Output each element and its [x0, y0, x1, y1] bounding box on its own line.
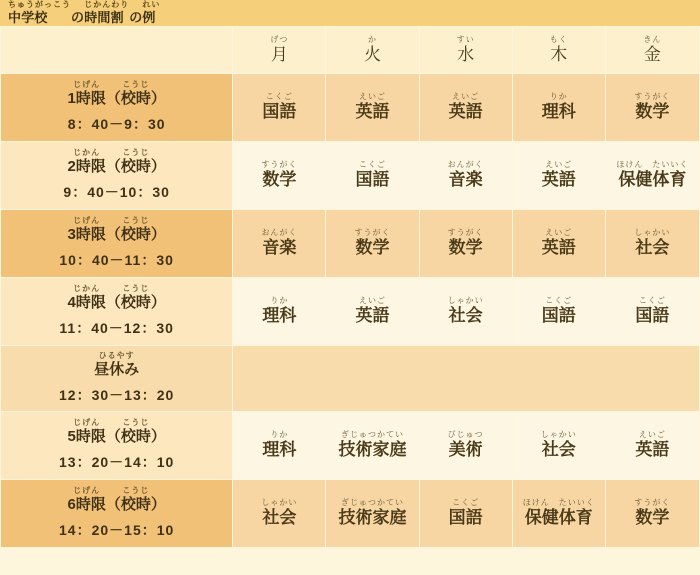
subject-cell — [233, 480, 326, 548]
period-furigana-5a: じげん — [73, 418, 101, 428]
subject-cell — [419, 278, 512, 346]
subject-base: 技術家庭 — [338, 508, 407, 527]
subject-furigana: しゃかい — [447, 296, 484, 305]
title-furigana-2 — [71, 1, 84, 9]
period-label-6 — [2, 487, 231, 514]
period-furigana-6b: こうじ — [122, 486, 150, 496]
lunch-label-cell — [1, 346, 233, 412]
table-row — [1, 278, 700, 346]
table-row — [1, 210, 700, 278]
subject-base: 国語 — [355, 170, 390, 189]
day-header-fri — [605, 27, 699, 74]
subject-base: 保健体育 — [524, 508, 593, 527]
subject-furigana: おんがく — [261, 228, 298, 237]
day-base-thu: 木 — [550, 44, 568, 64]
lunch-furigana: ひるやす — [98, 351, 135, 361]
day-base-tue: 火 — [364, 44, 382, 64]
period-label-2 — [2, 149, 231, 176]
period-furigana-2b: こうじ — [122, 148, 150, 158]
subject-base: 英語 — [355, 102, 390, 121]
subject-base: 理科 — [262, 306, 297, 325]
subject-furigana: すうがく — [634, 92, 671, 101]
day-base-fri: 金 — [643, 44, 661, 64]
subject-base: 国語 — [541, 306, 576, 325]
subject-cell — [605, 210, 699, 278]
period-time-1: 8：40－9：30 — [67, 115, 166, 132]
period-cell-1 — [1, 74, 233, 142]
subject-cell — [419, 412, 512, 480]
subject-cell — [605, 74, 699, 142]
table-row — [1, 480, 700, 548]
subject-base: 国語 — [635, 306, 670, 325]
day-header-thu — [512, 27, 605, 74]
subject-furigana: えいご — [638, 430, 666, 439]
title-furigana-5: れい — [142, 0, 161, 9]
period-base-5a: 5時限 — [67, 428, 106, 446]
period-furigana-2a: じかん — [73, 148, 101, 158]
title-base-5: 例 — [142, 9, 156, 25]
subject-base: 理科 — [541, 102, 576, 121]
period-base-4a: 4時限 — [67, 294, 106, 312]
period-base-2b: （校時） — [105, 158, 166, 176]
period-cell-4 — [1, 278, 233, 346]
subject-furigana: ぎじゅつかてい — [341, 498, 405, 507]
day-furigana-tue: か — [368, 34, 378, 44]
subject-base: 美術 — [448, 440, 483, 459]
subject-base: 社会 — [635, 238, 670, 257]
subject-cell — [512, 278, 605, 346]
title-base-3: 時間割 — [84, 9, 124, 25]
day-header-wed — [419, 27, 512, 74]
subject-cell — [512, 210, 605, 278]
subject-base: 数学 — [448, 238, 483, 257]
subject-furigana: りか — [270, 430, 289, 439]
subject-cell — [233, 278, 326, 346]
subject-base: 保健体育 — [618, 170, 687, 189]
period-label-3 — [2, 217, 231, 244]
subject-furigana: えいご — [452, 92, 480, 101]
subject-furigana: こくご — [265, 92, 293, 101]
subject-base: 社会 — [448, 306, 483, 325]
subject-base: 数学 — [355, 238, 390, 257]
subject-furigana: しゃかい — [634, 228, 671, 237]
subject-furigana: すうがく — [261, 160, 298, 169]
subject-furigana: すうがく — [354, 228, 391, 237]
period-base-3a: 3時限 — [67, 226, 106, 244]
day-base-mon: 月 — [270, 44, 288, 64]
subject-cell — [233, 142, 326, 210]
subject-base: 音楽 — [448, 170, 483, 189]
subject-furigana: こくご — [545, 296, 573, 305]
period-label-1 — [2, 81, 231, 108]
timetable — [0, 26, 700, 548]
subject-cell — [419, 210, 512, 278]
day-base-wed: 水 — [457, 44, 475, 64]
subject-furigana: りか — [549, 92, 568, 101]
period-furigana-6a: じげん — [73, 486, 101, 496]
period-furigana-4a: じかん — [73, 284, 101, 294]
title-base-1: 中学校 — [8, 9, 48, 25]
title-base-2: の — [71, 9, 85, 25]
subject-base: 数学 — [262, 170, 297, 189]
period-time-4: 11：40－12：30 — [59, 319, 174, 336]
subject-furigana: りか — [270, 296, 289, 305]
subject-cell — [605, 412, 699, 480]
subject-cell — [326, 142, 419, 210]
lunch-row — [1, 346, 700, 412]
title-part-3 — [84, 1, 129, 25]
period-furigana-5b: こうじ — [122, 418, 150, 428]
period-base-1a: 1時限 — [67, 90, 106, 108]
subject-furigana: えいご — [545, 228, 573, 237]
subject-furigana: こくご — [359, 160, 387, 169]
title-part-4 — [129, 1, 142, 25]
subject-base: 英語 — [541, 238, 576, 257]
period-cell-2 — [1, 142, 233, 210]
lunch-time: 12：30－13：20 — [59, 386, 175, 403]
page-title — [8, 1, 160, 25]
subject-furigana: こくご — [452, 498, 480, 507]
subject-cell — [419, 74, 512, 142]
period-base-5b: （校時） — [105, 428, 166, 446]
subject-base: 英語 — [355, 306, 390, 325]
period-cell-6 — [1, 480, 233, 548]
period-time-5: 13：20－14：10 — [59, 453, 175, 470]
table-row — [1, 74, 700, 142]
period-time-3: 10：40－11：30 — [59, 251, 174, 268]
period-label-5 — [2, 419, 231, 446]
subject-cell — [512, 74, 605, 142]
subject-cell — [326, 278, 419, 346]
title-bar — [0, 0, 700, 26]
title-furigana-1: ちゅうがっこう — [8, 0, 71, 9]
subject-cell — [419, 480, 512, 548]
subject-cell — [326, 74, 419, 142]
period-furigana-1a: じげん — [73, 80, 101, 90]
subject-base: 国語 — [262, 102, 297, 121]
period-cell-3 — [1, 210, 233, 278]
header-corner-cell — [1, 27, 233, 74]
subject-base: 社会 — [262, 508, 297, 527]
subject-cell — [512, 412, 605, 480]
subject-cell — [326, 412, 419, 480]
subject-furigana: えいご — [545, 160, 573, 169]
subject-furigana: すうがく — [447, 228, 484, 237]
subject-cell — [233, 412, 326, 480]
subject-cell — [326, 480, 419, 548]
title-part-2 — [71, 1, 84, 25]
day-furigana-fri: きん — [643, 34, 662, 44]
subject-cell — [512, 480, 605, 548]
subject-furigana: しゃかい — [540, 430, 577, 439]
lunch-empty-cell — [233, 346, 700, 412]
period-base-4b: （校時） — [105, 294, 166, 312]
subject-base: 社会 — [541, 440, 576, 459]
period-furigana-4b: こうじ — [122, 284, 150, 294]
title-part-1 — [8, 1, 71, 25]
subject-furigana: すうがく — [634, 498, 671, 507]
subject-base: 音楽 — [262, 238, 297, 257]
subject-furigana: びじゅつ — [447, 430, 484, 439]
day-header-tue — [326, 27, 419, 74]
day-furigana-wed: すい — [456, 34, 475, 44]
subject-furigana: こくご — [638, 296, 666, 305]
period-base-6b: （校時） — [105, 496, 166, 514]
subject-base: 数学 — [635, 102, 670, 121]
period-cell-5 — [1, 412, 233, 480]
day-furigana-mon: げつ — [270, 34, 289, 44]
subject-furigana: ほけん たいいく — [522, 498, 595, 507]
subject-cell — [605, 480, 699, 548]
subject-furigana: しゃかい — [261, 498, 298, 507]
subject-base: 理科 — [262, 440, 297, 459]
period-furigana-3a: じげん — [73, 216, 101, 226]
table-header-row — [1, 27, 700, 74]
subject-base: 国語 — [448, 508, 483, 527]
subject-furigana: えいご — [359, 92, 387, 101]
subject-furigana: えいご — [359, 296, 387, 305]
period-base-2a: 2時限 — [67, 158, 106, 176]
table-row — [1, 142, 700, 210]
lunch-base: 昼休み — [94, 361, 140, 379]
subject-cell — [233, 210, 326, 278]
day-header-mon — [233, 27, 326, 74]
period-label-4 — [2, 285, 231, 312]
day-furigana-thu: もく — [549, 34, 568, 44]
period-base-3b: （校時） — [105, 226, 166, 244]
subject-base: 数学 — [635, 508, 670, 527]
subject-base: 英語 — [635, 440, 670, 459]
title-furigana-3: じかんわり — [84, 0, 130, 9]
subject-base: 英語 — [541, 170, 576, 189]
title-furigana-4 — [129, 1, 142, 9]
subject-cell — [512, 142, 605, 210]
period-time-2: 9：40－10：30 — [63, 183, 170, 200]
subject-cell — [233, 74, 326, 142]
title-part-5 — [142, 1, 160, 25]
period-base-1b: （校時） — [105, 90, 166, 108]
subject-cell — [605, 142, 699, 210]
subject-furigana: おんがく — [447, 160, 484, 169]
table-row — [1, 412, 700, 480]
period-furigana-3b: こうじ — [122, 216, 150, 226]
subject-furigana: ぎじゅつかてい — [341, 430, 405, 439]
subject-furigana: ほけん たいいく — [616, 160, 689, 169]
subject-base: 技術家庭 — [338, 440, 407, 459]
period-time-6: 14：20－15：10 — [59, 521, 175, 538]
lunch-label — [2, 352, 231, 379]
title-base-4: の — [129, 9, 143, 25]
period-furigana-1b: こうじ — [122, 80, 150, 90]
subject-cell — [605, 278, 699, 346]
period-base-6a: 6時限 — [67, 496, 106, 514]
subject-cell — [419, 142, 512, 210]
subject-cell — [326, 210, 419, 278]
subject-base: 英語 — [448, 102, 483, 121]
